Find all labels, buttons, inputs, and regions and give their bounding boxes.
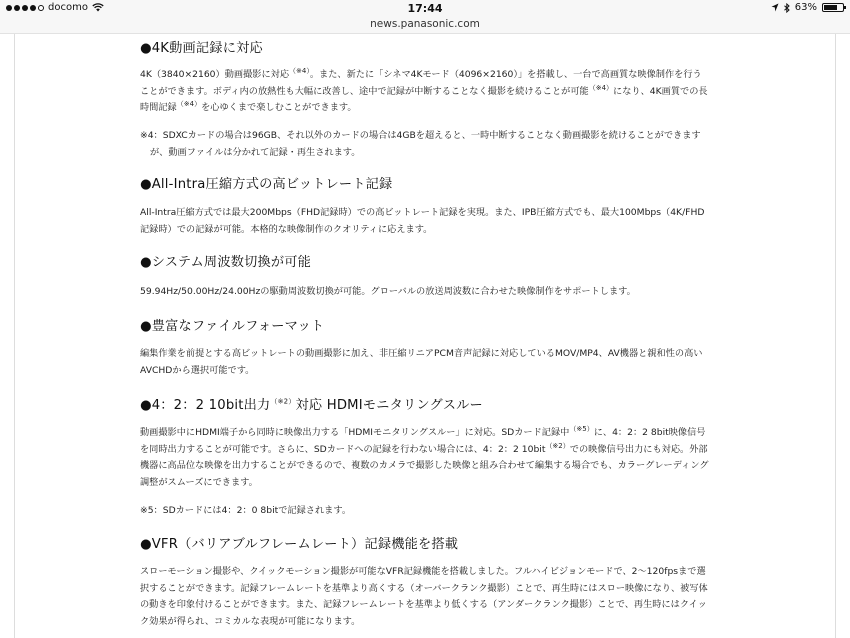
paragraph-hdmi-output: 動画撮影中にHDMI端子から同時に映像出力する「HDMIモニタリングスルー」に対応。SDカード記録中$^{(※5)}$に、4：2：2 8bit映像信号を同時出力することが可能です。さらに、SDカードへの記録を行わない場合には、4：2：2 10bit$^{(※2)}$での映像信号出力にも対応。外部機器に高品位な映像を出力することができるので、複数のカメラで撮影した映像と組み合わせて編集する場合でも、カラーグレーディング調整がスムーズにできます。 — [140, 424, 709, 488]
paragraph-4k-recording: 4K（3840×2160）動画撮影に対応$^{(※4)}$。また、新たに「シネマ4Kモード（4096×2160）」を搭載し、一台で高画質な映像制作を行うことができます。ボディ内の放熱性も大幅に改善し、途中で記録が中断することなく撮影を続けることが可能$^{(※4)}$になり、4K画質での長時間記録$^{(※4)}$を心ゆくまで楽しむことができます。 — [140, 66, 708, 114]
url-text[interactable]: news.panasonic.com — [370, 18, 480, 30]
paragraph-vfr: スローモーション撮影や、クイックモーション撮影が可能なVFR記録機能を搭載しました。フルハイビジョンモードで、2〜120fpsまで選択することができます。記録フレームレートを基準より高くする（オーバークランク撮影）ことで、再生時にはスロー映像になり、被写体の動きを印象付けることができます。また、記録フレームレートを基準より低くする（アンダークランク撮影）ことで、再生時にはクイック効果が得られ、コミカルな表現が可能になります。 — [140, 566, 708, 627]
heading-vfr: ●VFR（バリアブルフレームレート）記録機能を搭載 — [140, 537, 459, 552]
status-bar — [0, 0, 850, 16]
heading-all-intra: ●All-Intra圧縮方式の高ビットレート記録 — [140, 177, 393, 192]
status-right — [771, 2, 844, 13]
heading-hdmi-output: ●4：2：2 10bit出力$^{(※2)}$対応 HDMIモニタリングスルー — [140, 397, 483, 413]
status-time: 17:44 — [407, 2, 443, 15]
heading-system-frequency: ●システム周波数切換が可能 — [140, 255, 312, 270]
note-4: ※4：SDXCカードの場合は96GB、それ以外のカードの場合は4GBを超えると、一時中断することなく動画撮影を続けることができますが、動画ファイルは分かれて記録・再生されます。 — [140, 130, 701, 158]
battery-percent: 63% — [794, 2, 817, 13]
heading-file-format: ●豊富なファイルフォーマット — [140, 319, 325, 334]
heading-4k-recording: ●4K動画記録に対応 — [140, 41, 263, 56]
address-bar[interactable] — [0, 16, 850, 34]
carrier-label: docomo — [48, 2, 88, 13]
paragraph-file-format: 編集作業を前提とする高ビットレートの動画撮影に加え、非圧縮リニアPCM音声記録に対応しているMOV/MP4、AV機器と親和性の高いAVCHDから選択可能です。 — [140, 348, 703, 376]
paragraph-all-intra: All-Intra圧縮方式では最大200Mbps（FHD記録時）での高ビットレート記録を実現。また、IPB圧縮方式でも、最大100Mbps（4K/FHD記録時）での記録が可能。本格的な映像制作のクオリティに応えます。 — [140, 207, 705, 235]
paragraph-system-frequency: 59.94Hz/50.00Hz/24.00Hzの駆動周波数切換が可能。グローバルの放送周波数に合わせた映像制作をサポートします。 — [140, 286, 636, 297]
note-5: ※5：SDカードには4：2：0 8bitで記録されます。 — [140, 505, 352, 516]
bluetooth-icon — [784, 3, 790, 13]
battery-icon — [822, 3, 844, 12]
location-arrow-icon — [771, 3, 779, 12]
